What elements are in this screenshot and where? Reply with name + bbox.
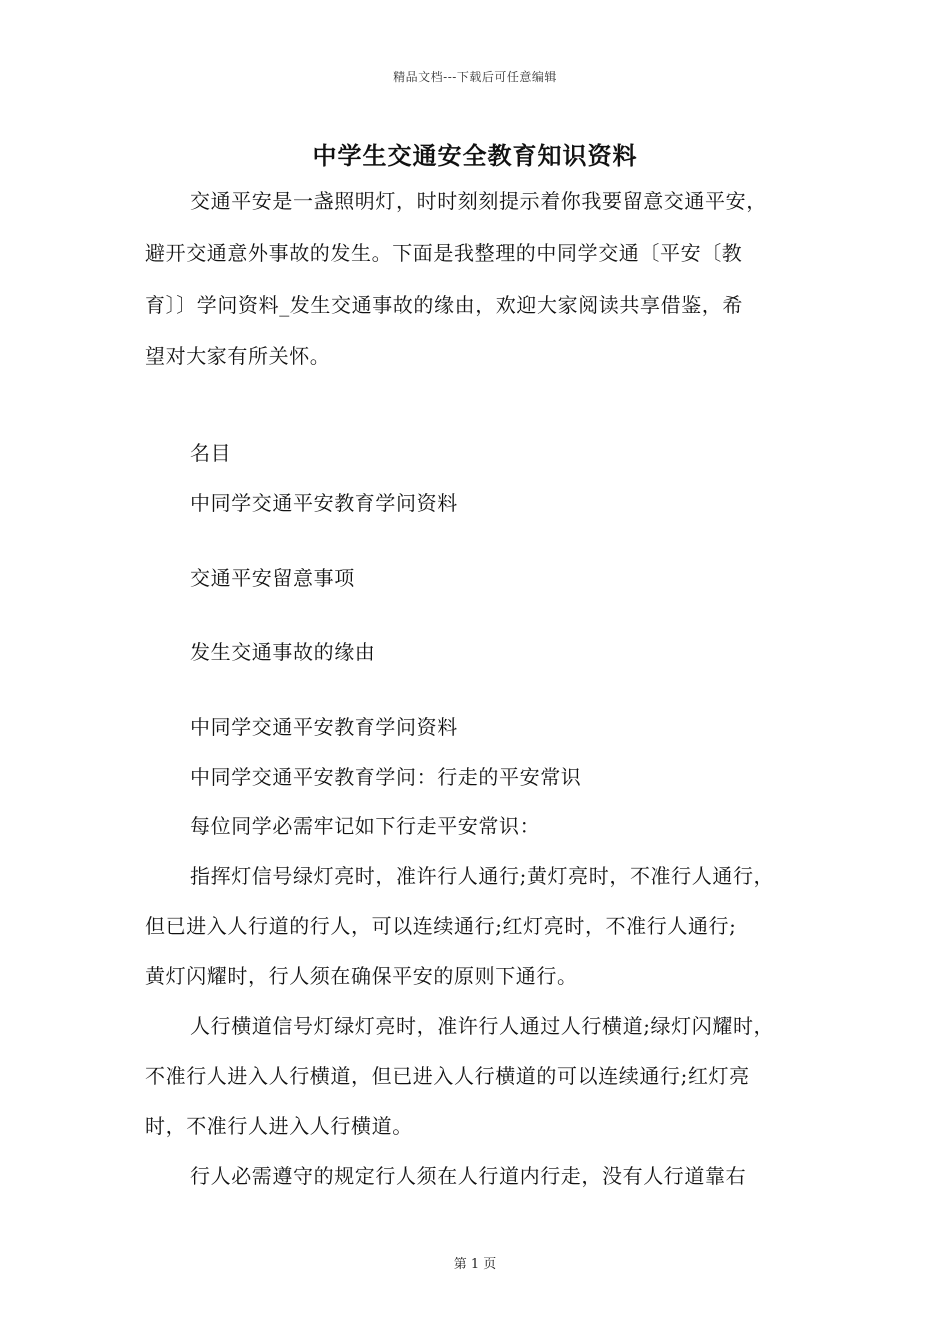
intro-line-4: 望对大家有所关怀。 xyxy=(145,344,331,368)
paragraph-2-line-3: 时，不准行人进入人行横道。 xyxy=(145,1114,413,1138)
intro-line-1: 交通平安是一盏照明灯，时时刻刻提示着你我要留意交通平安， xyxy=(190,189,767,213)
toc-heading: 名目 xyxy=(190,441,232,465)
toc-item-3: 发生交通事故的缘由 xyxy=(190,640,376,664)
paragraph-2-line-2: 不准行人进入人行横道，但已进入人行横道的可以连续通行;红灯亮 xyxy=(145,1064,750,1088)
intro-line-3: 育〕〕学问资料_发生交通事故的缘由，欢迎大家阅读共享借鉴，希 xyxy=(145,293,743,317)
paragraph-3-line-1: 行人必需遵守的规定行人须在人行道内行走，没有人行道靠右 xyxy=(190,1164,747,1188)
paragraph-1-line-1: 指挥灯信号绿灯亮时，准许行人通行;黄灯亮时，不准行人通行， xyxy=(190,864,775,888)
section-lead: 每位同学必需牢记如下行走平安常识： xyxy=(190,814,541,838)
page-number: 第 1 页 xyxy=(453,1257,497,1272)
paragraph-1-line-3: 黄灯闪耀时，行人须在确保平安的原则下通行。 xyxy=(145,964,578,988)
toc-item-1: 中同学交通平安教育学问资料 xyxy=(190,491,458,515)
intro-line-2: 避开交通意外事故的发生。下面是我整理的中同学交通〔平安〔教 xyxy=(145,241,743,265)
toc-item-2: 交通平安留意事项 xyxy=(190,566,355,590)
page-header: 精品文档---下载后可任意编辑 xyxy=(393,70,557,84)
document-title: 中学生交通安全教育知识资料 xyxy=(312,141,638,170)
paragraph-2-line-1: 人行横道信号灯绿灯亮时，准许行人通过人行横道;绿灯闪耀时， xyxy=(190,1014,775,1038)
section-subheading: 中同学交通平安教育学问：行走的平安常识 xyxy=(190,765,582,789)
section-heading: 中同学交通平安教育学问资料 xyxy=(190,715,458,739)
paragraph-1-line-2: 但已进入人行道的行人，可以连续通行;红灯亮时，不准行人通行; xyxy=(145,914,737,938)
